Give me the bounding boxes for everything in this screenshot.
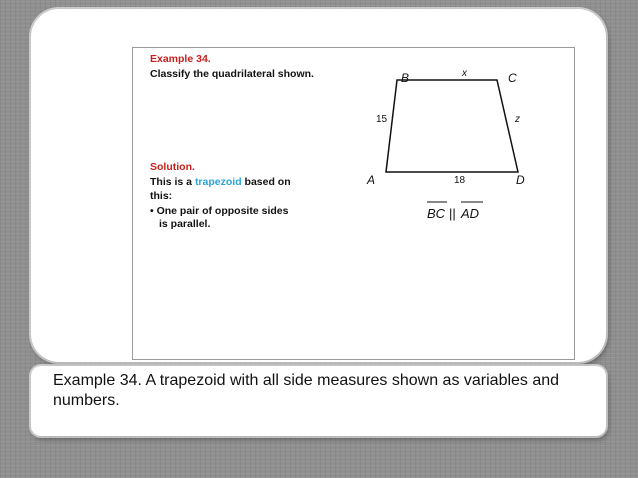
side-label-bc: x bbox=[462, 68, 467, 79]
vertex-label-c: C bbox=[508, 71, 517, 85]
slide-card bbox=[31, 9, 606, 362]
bullet-line-1: • One pair of opposite sides bbox=[150, 205, 289, 217]
vertex-label-b: B bbox=[401, 71, 410, 85]
bullet-line-2: is parallel. bbox=[159, 218, 211, 230]
solution-line-2: this: bbox=[150, 190, 173, 202]
parallel-left-segment: BC bbox=[427, 206, 446, 221]
vertex-label-a: A bbox=[367, 173, 376, 187]
trapezoid-shape bbox=[386, 80, 518, 172]
slide-content bbox=[132, 47, 575, 360]
parallel-symbol: || bbox=[449, 206, 456, 221]
solution-text-b: based on bbox=[241, 176, 291, 188]
trapezoid-figure bbox=[361, 58, 531, 228]
solution-heading: Solution. bbox=[150, 161, 195, 173]
side-label-ab: 15 bbox=[376, 114, 388, 125]
example-heading: Example 34. bbox=[150, 53, 211, 65]
caption-text: Example 34. A trapezoid with all side measures shown as variables and numbers. bbox=[53, 372, 560, 409]
side-label-ad: 18 bbox=[454, 175, 466, 186]
term-trapezoid: trapezoid bbox=[194, 176, 242, 188]
side-label-cd: z bbox=[515, 114, 520, 125]
vertex-label-d: D bbox=[516, 173, 525, 187]
solution-line-1 bbox=[150, 176, 291, 189]
caption-box bbox=[31, 366, 606, 436]
solution-text-a: This is a bbox=[150, 176, 195, 188]
example-prompt: Classify the quadrilateral shown. bbox=[150, 68, 314, 80]
parallel-right-segment: AD bbox=[461, 206, 480, 221]
